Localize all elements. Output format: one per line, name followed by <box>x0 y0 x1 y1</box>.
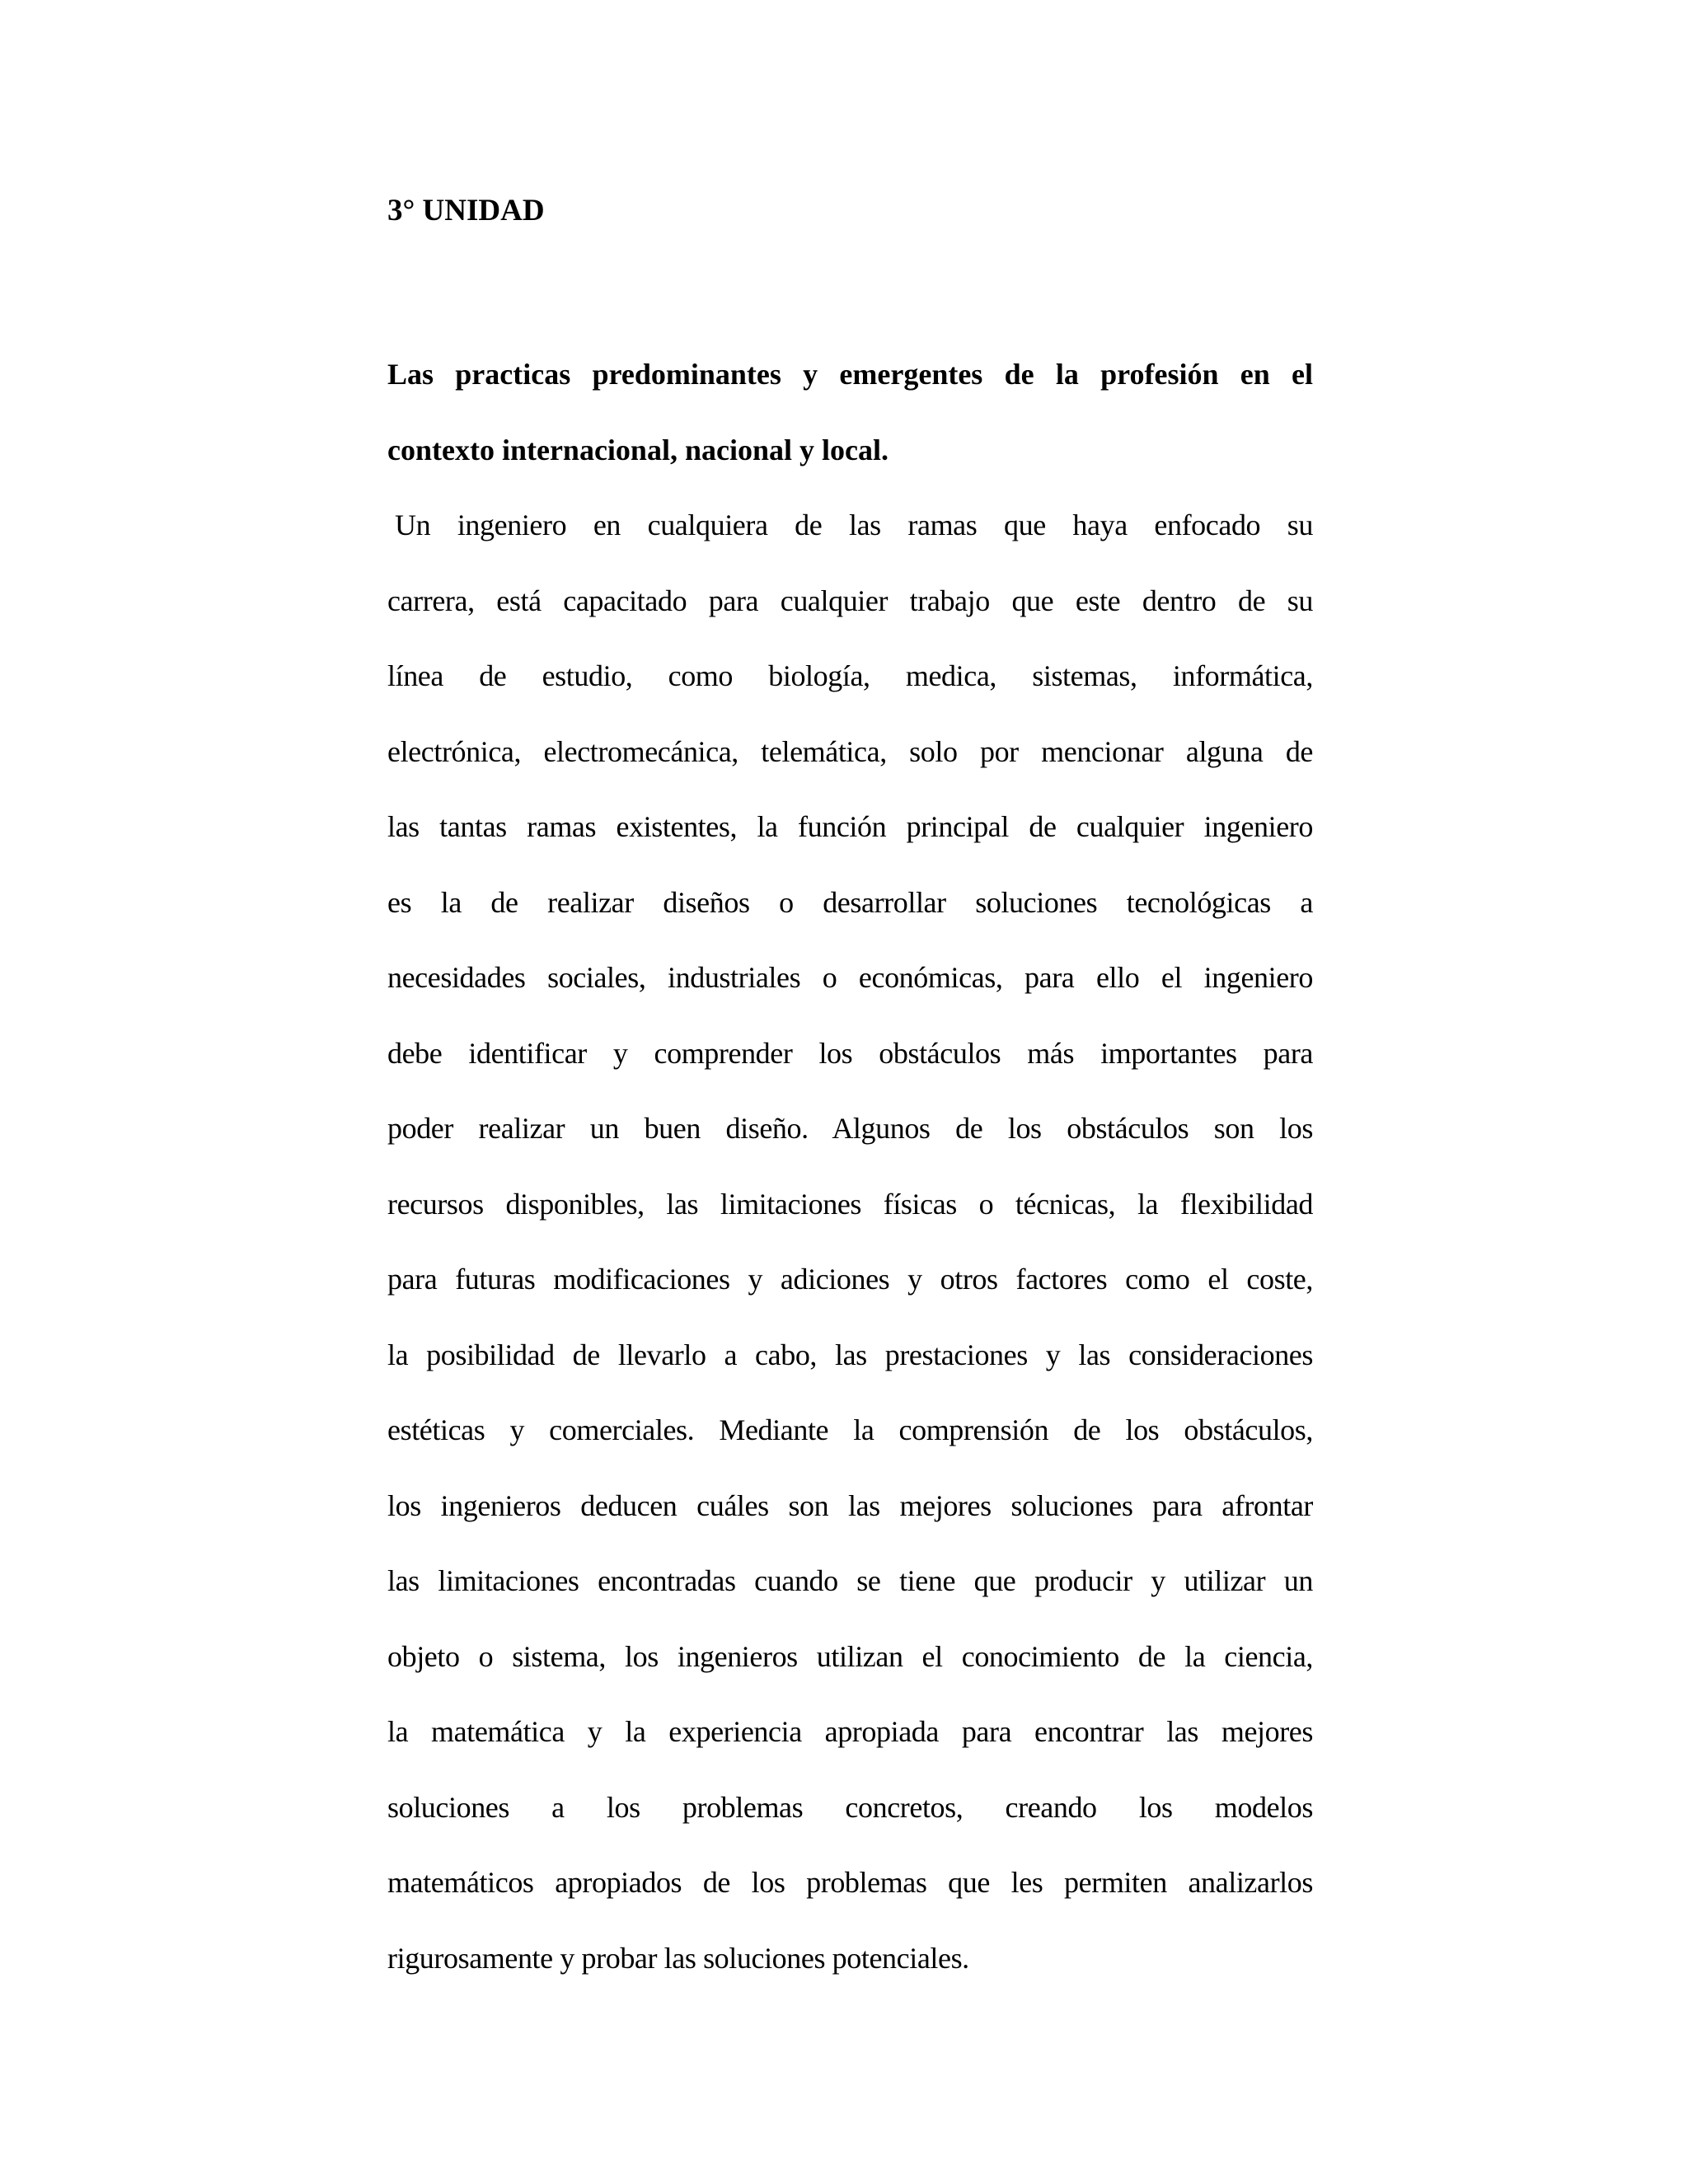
paragraph-line: objeto o sistema, los ingenieros utilizan el conocimiento de la ciencia, <box>387 1639 1313 1673</box>
paragraph-line: necesidades sociales, industriales o económicas, para ello el ingeniero <box>387 961 1313 994</box>
paragraph-line: los ingenieros deducen cuáles son las mejores soluciones para afrontar <box>387 1488 1313 1522</box>
paragraph-line: rigurosamente y probar las soluciones potenciales. <box>387 1941 969 1975</box>
paragraph-line: matemáticos apropiados de los problemas que les permiten analizarlos <box>387 1866 1313 1899</box>
paragraph-line: electrónica, electromecánica, telemática, solo por mencionar alguna de <box>387 734 1313 768</box>
paragraph-line: la matemática y la experiencia apropiada para encontrar las mejores <box>387 1715 1313 1748</box>
paragraph-line: es la de realizar diseños o desarrollar soluciones tecnológicas a <box>387 885 1313 919</box>
paragraph-line: poder realizar un buen diseño. Algunos de los obstáculos son los <box>387 1112 1313 1145</box>
paragraph-line: línea de estudio, como biología, medica, sistemas, informática, <box>387 659 1313 692</box>
paragraph-line: debe identificar y comprender los obstáculos más importantes para <box>387 1036 1313 1070</box>
paragraph-line: recursos disponibles, las limitaciones físicas o técnicas, la flexibilidad <box>387 1187 1313 1221</box>
body-paragraph <box>387 488 1313 1996</box>
paragraph-line: Un ingeniero en cualquiera de las ramas que haya enfocado su <box>395 509 1313 541</box>
paragraph-line: la posibilidad de llevarlo a cabo, las prestaciones y las consideraciones <box>387 1338 1313 1371</box>
paragraph-line: para futuras modificaciones y adiciones y otros factores como el coste, <box>387 1263 1313 1296</box>
paragraph-line: soluciones a los problemas concretos, creando los modelos <box>387 1790 1313 1824</box>
section-title <box>387 336 1313 488</box>
paragraph-line: estéticas y comerciales. Mediante la comprensión de los obstáculos, <box>387 1413 1313 1446</box>
section-title-line: Las practicas predominantes y emergentes de la profesión en el <box>387 358 1313 391</box>
paragraph-line: las limitaciones encontradas cuando se tiene que producir y utilizar un <box>387 1564 1313 1597</box>
paragraph-line: las tantas ramas existentes, la función principal de cualquier ingeniero <box>387 810 1313 843</box>
section-title-line: contexto internacional, nacional y local. <box>387 434 889 466</box>
unit-heading: 3° UNIDAD <box>387 194 545 227</box>
paragraph-line: carrera, está capacitado para cualquier trabajo que este dentro de su <box>387 583 1313 617</box>
